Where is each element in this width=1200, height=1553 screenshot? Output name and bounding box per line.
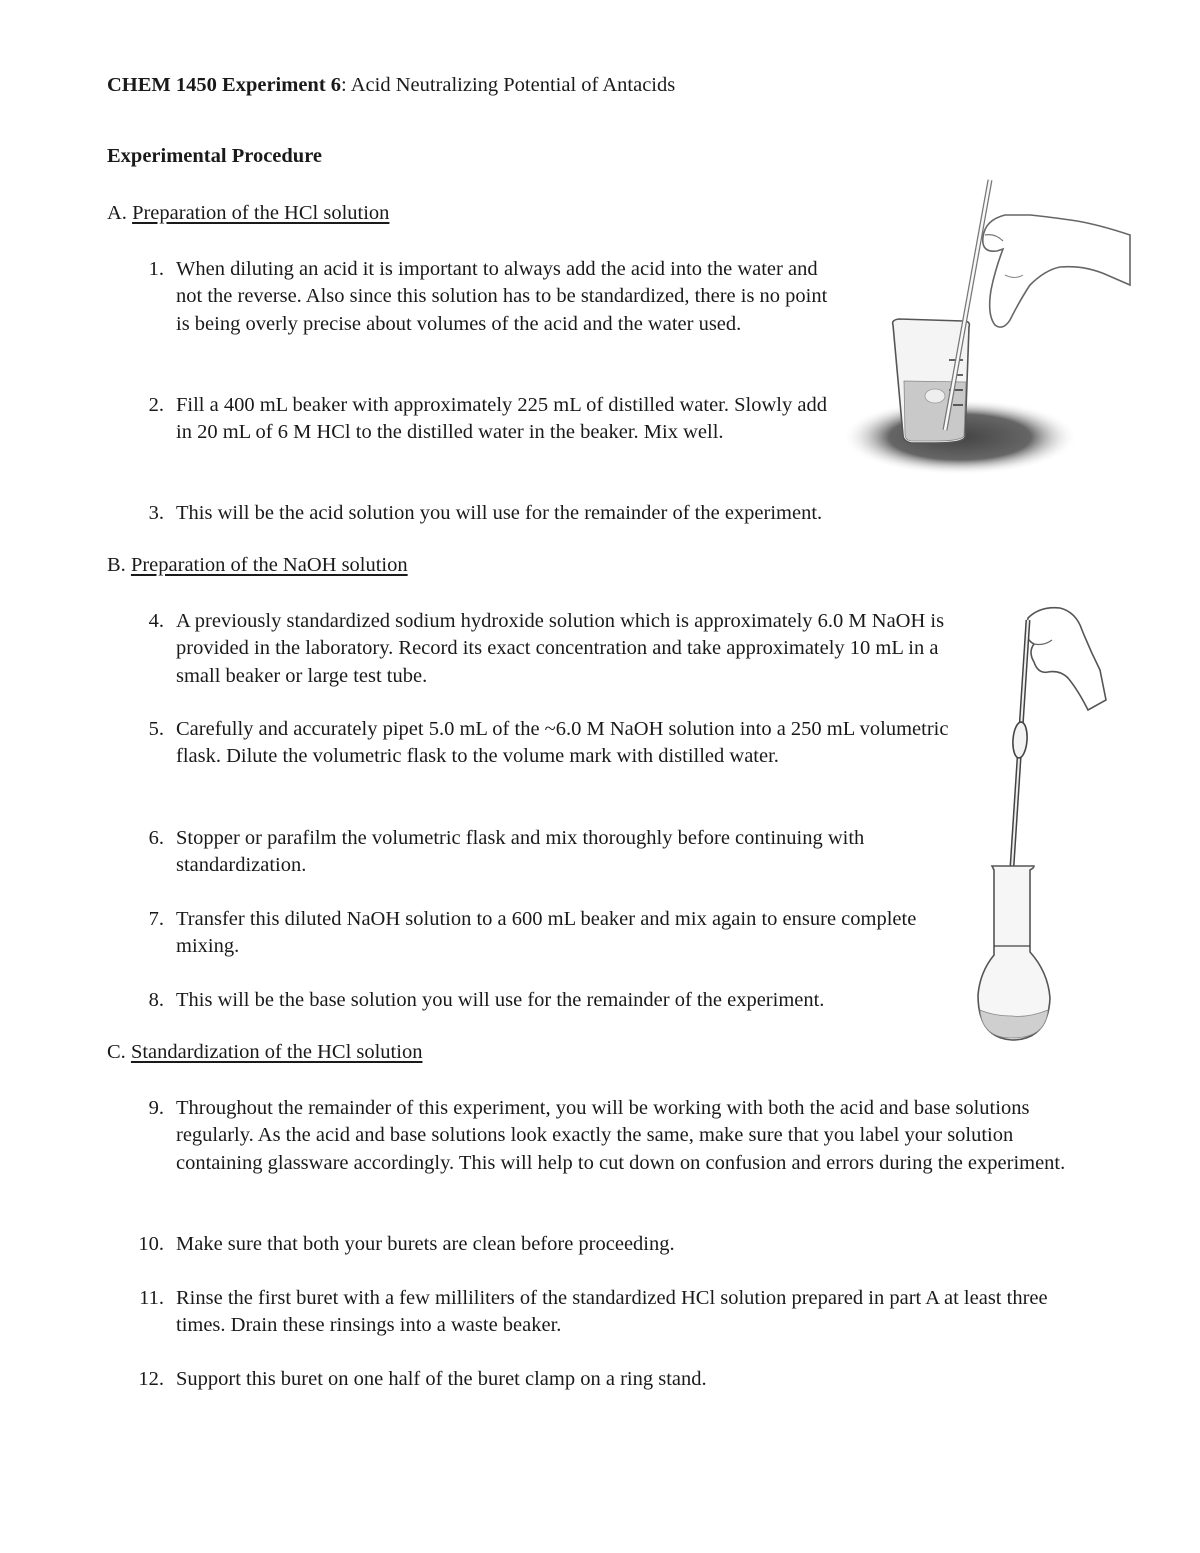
section-c-heading — [107, 1041, 422, 1064]
document-title — [107, 74, 675, 97]
item-number: 5. — [148, 718, 164, 740]
list-item — [148, 256, 836, 338]
item-number: 4. — [148, 610, 164, 632]
item-text: Support this buret on one half of the buret clamp on a ring stand. — [176, 1368, 707, 1390]
section-title: Standardization of the HCl solution — [130, 1041, 423, 1063]
item-text: Carefully and accurately pipet 5.0 mL of the ~6.0 M NaOH solution into a 250 mL volumetric flask. Dilute the volumetric flask to the volume mark with distilled water. — [176, 718, 949, 768]
list-item — [148, 987, 956, 1014]
pipet-flask-illustration — [968, 600, 1108, 1045]
section-b-heading — [107, 554, 408, 577]
item-text: Make sure that both your burets are clean before proceeding. — [176, 1233, 675, 1255]
item-text: Fill a 400 mL beaker with approximately 225 mL of distilled water. Slowly add in 20 mL of 6 M HCl to the distilled water in the beaker. Mix well. — [176, 394, 827, 444]
section-a-heading — [107, 202, 389, 225]
item-number: 11. — [139, 1287, 164, 1309]
section-title: Preparation of the HCl solution — [132, 202, 390, 224]
section-letter: A. — [107, 202, 127, 224]
item-text: This will be the base solution you will use for the remainder of the experiment. — [176, 989, 825, 1011]
item-text: Throughout the remainder of this experiment, you will be working with both the acid and base solutions regularly. As the acid and base solutions look exactly the same, make sure that you label your solution containing glassware accordingly. This will help to cut down on confusion and errors during the experiment. — [176, 1097, 1066, 1174]
list-item — [139, 1285, 1091, 1340]
item-number: 1. — [148, 258, 164, 280]
item-text: Transfer this diluted NaOH solution to a 600 mL beaker and mix again to ensure complete mixing. — [176, 908, 917, 958]
item-number: 6. — [148, 827, 164, 849]
procedure-heading: Experimental Procedure — [107, 145, 323, 167]
beaker-stirring-illustration — [845, 175, 1135, 480]
list-item — [148, 500, 1076, 527]
list-item — [148, 392, 846, 447]
item-text: This will be the acid solution you will use for the remainder of the experiment. — [176, 502, 823, 524]
section-letter: B. — [107, 554, 126, 576]
hand — [983, 215, 1130, 327]
pipet-bulb — [1012, 722, 1028, 759]
experiment-subtitle: : Acid Neutralizing Potential of Antacids — [341, 74, 676, 96]
list-item — [148, 1095, 1086, 1177]
item-text: Rinse the first buret with a few milliliters of the standardized HCl solution prepared in part A at least three times. Drain these rinsings into a waste beaker. — [176, 1287, 1048, 1337]
item-number: 7. — [148, 908, 164, 930]
course-label: CHEM 1450 Experiment 6 — [107, 74, 342, 96]
list-item — [148, 608, 966, 690]
list-item — [138, 1366, 1086, 1393]
item-number: 2. — [148, 394, 164, 416]
list-item — [148, 716, 966, 771]
item-text: A previously standardized sodium hydroxide solution which is approximately 6.0 M NaOH is provided in the laboratory. Record its exact concentration and take approximately 10 mL in a small beaker or large test tube. — [176, 610, 945, 687]
section-title: Preparation of the NaOH solution — [130, 554, 408, 576]
hand — [1026, 608, 1106, 710]
item-text: Stopper or parafilm the volumetric flask and mix thoroughly before continuing with standardization. — [176, 827, 865, 877]
item-number: 12. — [138, 1368, 164, 1390]
list-item — [138, 1231, 1086, 1258]
item-number: 9. — [148, 1097, 164, 1119]
item-number: 8. — [148, 989, 164, 1011]
item-number: 10. — [138, 1233, 164, 1255]
item-number: 3. — [148, 502, 164, 524]
list-item — [148, 825, 946, 880]
section-letter: C. — [107, 1041, 126, 1063]
item-text: When diluting an acid it is important to always add the acid into the water and not the reverse. Also since this solution has to be standardized, there is no point is being overly precise about volumes of the acid and the water used. — [176, 258, 828, 335]
list-item — [148, 906, 956, 961]
